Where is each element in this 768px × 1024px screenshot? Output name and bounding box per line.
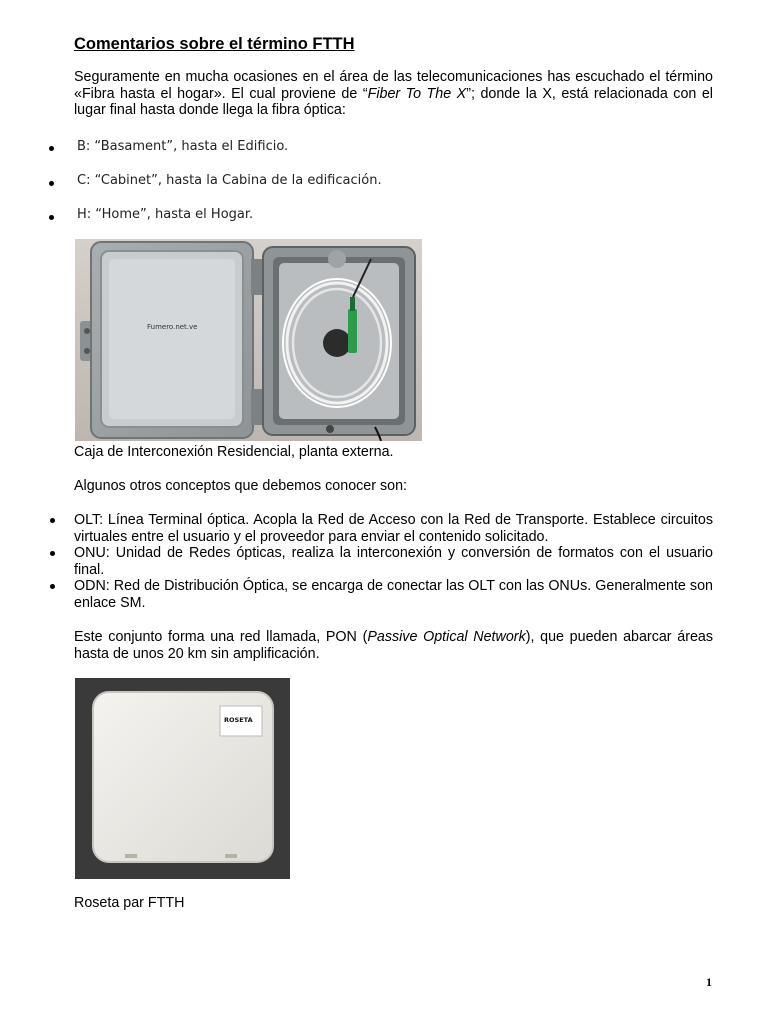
watermark-text: Fumero.net.ve xyxy=(147,323,198,331)
list-item xyxy=(74,578,713,611)
rosette-illustration xyxy=(75,678,290,879)
intro-text-after: ”; donde la X, está relacionada con el lugar final hasta donde llega la fibra óptica: xyxy=(74,85,713,119)
bullet-dot xyxy=(50,518,55,523)
pon-text-before: Este conjunto forma una red llamada, PON ( xyxy=(74,629,368,645)
page-number: 1 xyxy=(706,975,712,989)
page-title: Comentarios sobre el término FTTH xyxy=(74,35,355,53)
pon-italic-term: Passive Optical Network xyxy=(367,629,526,645)
junction-box-photo xyxy=(75,239,422,441)
bullet-dot xyxy=(50,551,55,556)
x-meaning-h: H: “Home”, hasta el Hogar. xyxy=(77,207,254,222)
figure1-caption: Caja de Interconexión Residencial, planta externa. xyxy=(74,444,394,460)
intro-paragraph xyxy=(74,69,713,119)
bullet-dot xyxy=(49,215,54,220)
concepts-intro: Algunos otros conceptos que debemos conocer son: xyxy=(74,478,408,494)
figure2-caption: Roseta par FTTH xyxy=(74,895,185,911)
x-meaning-c: C: “Cabinet”, hasta la Cabina de la edificación. xyxy=(77,173,382,188)
intro-italic-term: Fiber To The X xyxy=(367,85,467,102)
bullet-dot xyxy=(49,181,54,186)
concept-odn: ODN: Red de Distribución Óptica, se encarga de conectar las OLT con las ONUs. Generalmente son enlace SM. xyxy=(74,578,713,611)
bullet-dot xyxy=(50,584,55,589)
concept-onu: ONU: Unidad de Redes ópticas, realiza la interconexión y conversión de formatos con el usuario final. xyxy=(74,545,713,578)
x-meaning-b: B: “Basament”, hasta el Edificio. xyxy=(77,139,289,154)
rosette-photo xyxy=(75,678,290,879)
list-item xyxy=(74,512,713,545)
concept-olt: OLT: Línea Terminal óptica. Acopla la Red de Acceso con la Red de Transporte. Establece circuitos virtuales entre el usuario y el proveedor para enviar el contenido solicitado. xyxy=(74,512,713,545)
list-item xyxy=(74,545,713,578)
concepts-list xyxy=(74,512,713,612)
rosette-label-text: ROSETA xyxy=(224,716,253,724)
bullet-dot xyxy=(49,146,54,151)
intro-text-before: Seguramente en mucha ocasiones en el área de las telecomunicaciones has escuchado el término «Fibra hasta el hogar». El cual proviene de “ xyxy=(74,69,713,102)
pon-text-after: ), que pueden abarcar áreas hasta de unos 20 km sin amplificación. xyxy=(74,629,714,662)
pon-paragraph xyxy=(74,629,713,662)
junction-box-illustration xyxy=(75,239,422,441)
